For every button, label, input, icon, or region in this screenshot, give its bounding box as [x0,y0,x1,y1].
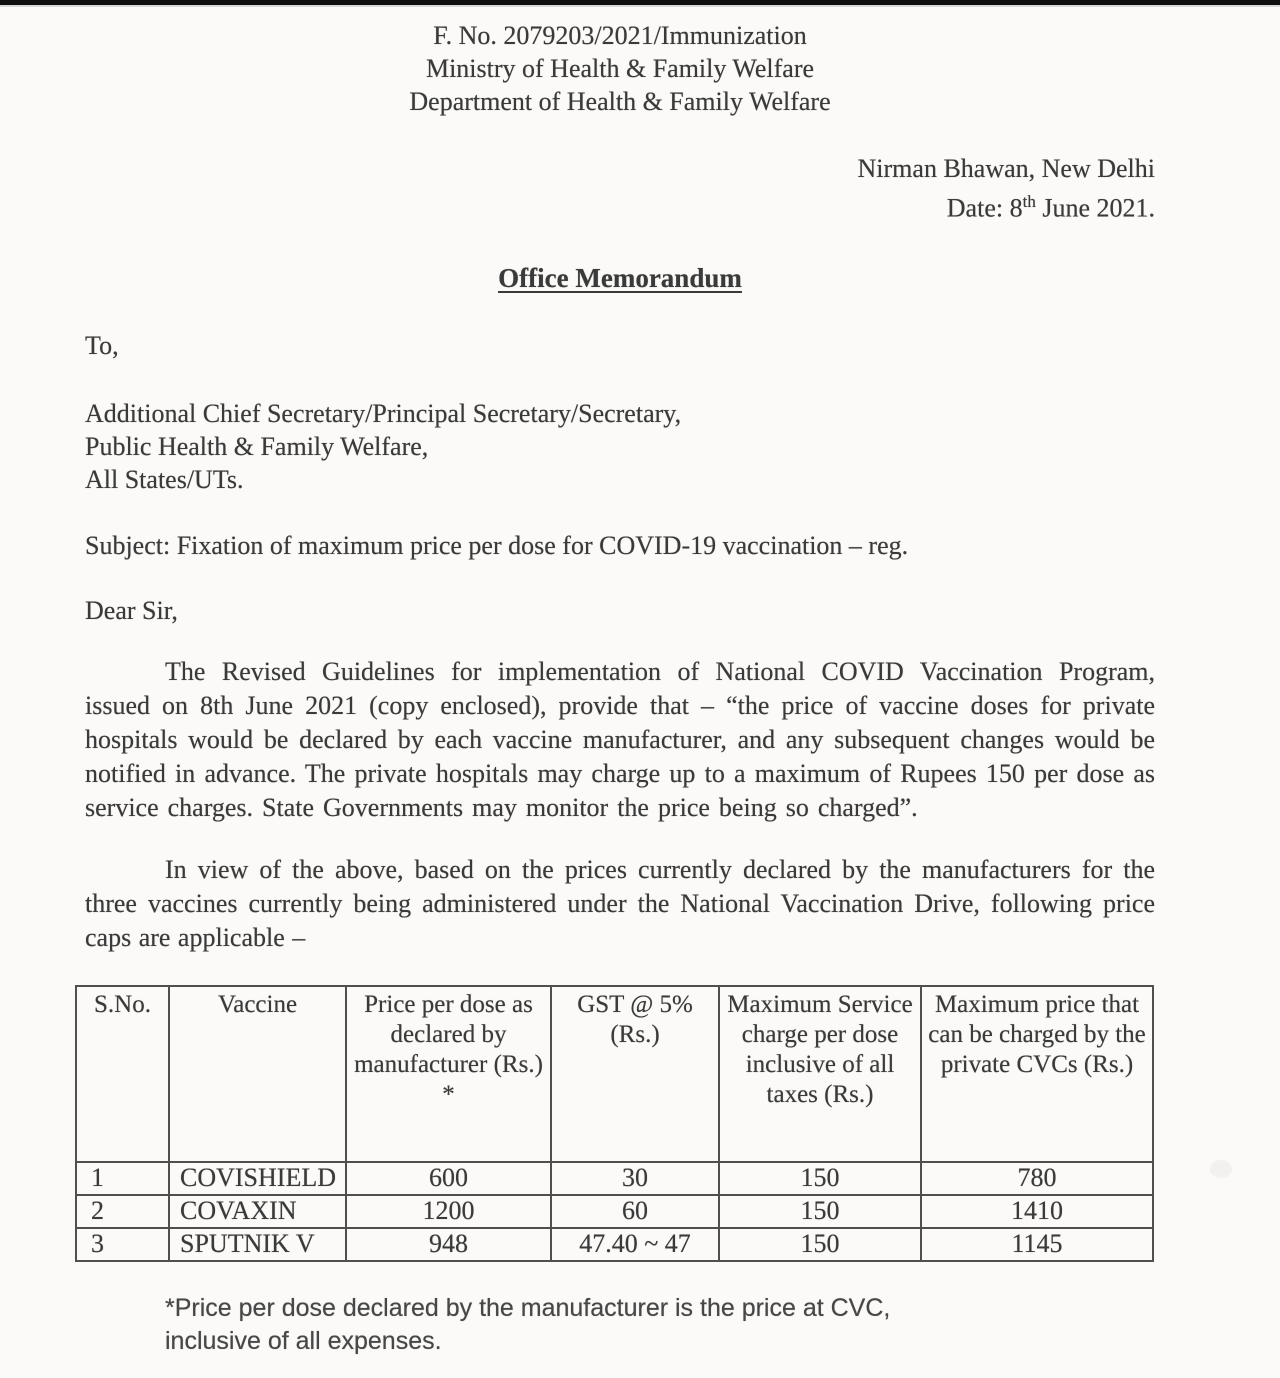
file-number: F. No. 2079203/2021/Immunization [433,21,807,50]
cell-gst: 47.40 ~ 47 [551,1228,719,1261]
addressee-line: All States/UTs. [85,464,244,494]
cell-price-per-dose: 1200 [346,1195,551,1228]
place-date-block [85,152,1155,225]
table-row-covishield [76,1162,1153,1195]
document-body [0,19,1280,1358]
cell-sno: 3 [76,1228,169,1261]
department-name: Department of Health & Family Welfare [409,87,831,116]
table-row-sputnik [76,1228,1153,1261]
cell-max-price: 780 [921,1162,1153,1195]
body-paragraph-2: In view of the above, based on the prices currently declared by the manufacturers for the three vaccines currently being administered under the National Vaccination Drive, following price caps are applicable – [85,854,1155,952]
cell-max-price: 1145 [921,1228,1153,1261]
ministry-name: Ministry of Health & Family Welfare [425,54,815,83]
header-cell-vaccine: Vaccine [169,986,346,1162]
salutation-to: To, [85,330,119,360]
table-header-row [76,986,1153,1162]
vaccine-price-table [75,985,1154,1262]
cell-vaccine-name: SPUTNIK V [169,1228,346,1261]
scan-smudge-artifact [1210,1160,1232,1178]
subject-line: Subject: Fixation of maximum price per dose for COVID-19 vaccination – reg. [85,530,909,560]
cell-service-charge: 150 [719,1195,921,1228]
cell-gst: 30 [551,1162,719,1195]
cell-service-charge: 150 [719,1162,921,1195]
date-ordinal-superscript: th [1022,192,1036,211]
memo-title: Office Memorandum [498,262,742,293]
letterhead [85,19,1155,118]
greeting-line: Dear Sir, [85,595,178,625]
cell-vaccine-name: COVISHIELD [169,1162,346,1195]
body-paragraph-1: The Revised Guidelines for implementation of National COVID Vaccination Program, issued on 8th June 2021 (copy enclosed), provide that – “the price of vaccine doses for private hospitals would be declared by each vaccine manufacturer, and any subsequent changes would be notified in advance. The private hospitals may charge up to a maximum of Rupees 150 per dose as service charges. State Governments may monitor the price being so charged”. [85,656,1155,822]
addressee-line: Public Health & Family Welfare, [85,431,429,461]
memo-title-row [85,261,1155,295]
cell-sno: 2 [76,1195,169,1228]
header-cell-price-per-dose: Price per dose as declared by manufacturer (Rs.) * [346,986,551,1162]
date-line [85,185,1155,225]
header-cell-sno: S.No. [76,986,169,1162]
cell-sno: 1 [76,1162,169,1195]
footnote-line: *Price per dose declared by the manufacturer is the price at CVC, [165,1293,891,1322]
header-cell-gst: GST @ 5% (Rs.) [551,986,719,1162]
header-cell-service-charge: Maximum Service charge per dose inclusive of all taxes (Rs.) [719,986,921,1162]
date-suffix: June 2021. [1035,193,1155,223]
cell-gst: 60 [551,1195,719,1228]
cell-max-price: 1410 [921,1195,1153,1228]
addressee-line: Additional Chief Secretary/Principal Secretary/Secretary, [85,398,682,428]
scan-top-edge-bar [0,0,1280,7]
footnote-line: inclusive of all expenses. [165,1326,442,1355]
cell-price-per-dose: 948 [346,1228,551,1261]
place-line: Nirman Bhawan, New Delhi [857,154,1155,183]
cell-vaccine-name: COVAXIN [169,1195,346,1228]
cell-price-per-dose: 600 [346,1162,551,1195]
date-prefix: Date: 8 [946,193,1023,223]
price-footnote [165,1292,1155,1358]
table-row-covaxin [76,1195,1153,1228]
cell-service-charge: 150 [719,1228,921,1261]
addressee-block [85,397,1155,496]
header-cell-max-price: Maximum price that can be charged by the private CVCs (Rs.) [921,986,1153,1162]
